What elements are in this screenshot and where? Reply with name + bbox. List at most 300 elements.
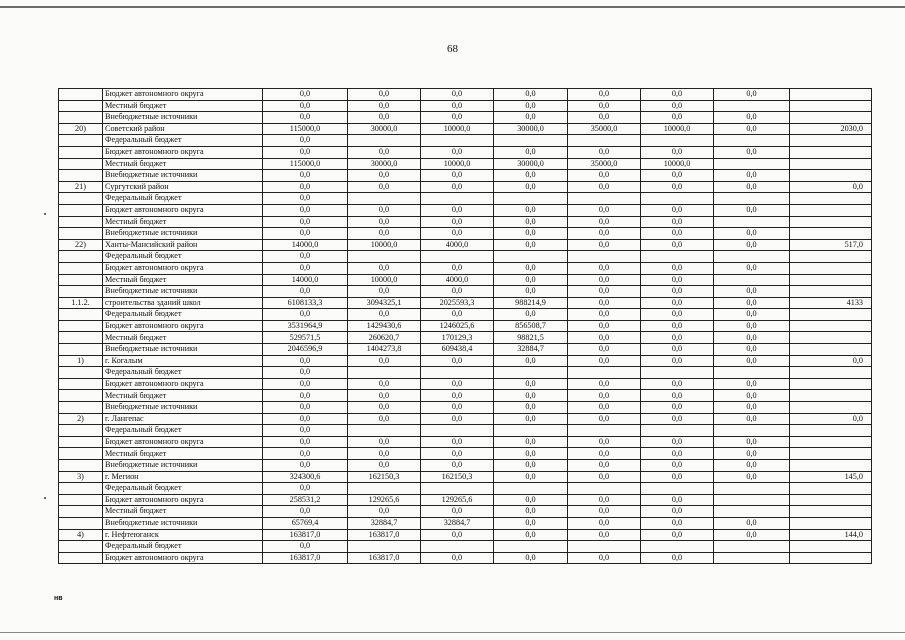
row-name-cell: Местный бюджет bbox=[103, 390, 263, 402]
value-cell-extra bbox=[790, 170, 872, 182]
value-cell: 0,0 bbox=[641, 204, 714, 216]
value-cell: 0,0 bbox=[263, 390, 348, 402]
value-cell bbox=[348, 367, 421, 379]
row-number-cell: 2) bbox=[59, 413, 103, 425]
value-cell: 0,0 bbox=[494, 146, 568, 158]
value-cell: 0,0 bbox=[421, 262, 494, 274]
value-cell bbox=[641, 193, 714, 205]
value-cell: 0,0 bbox=[421, 112, 494, 124]
value-cell: 0,0 bbox=[494, 89, 568, 101]
table-row bbox=[59, 494, 872, 506]
value-cell bbox=[494, 541, 568, 553]
table-row bbox=[59, 262, 872, 274]
value-cell: 6108133,3 bbox=[263, 297, 348, 309]
value-cell: 0,0 bbox=[568, 378, 641, 390]
value-cell: 0,0 bbox=[641, 402, 714, 414]
value-cell: 0,0 bbox=[263, 262, 348, 274]
table-row bbox=[59, 123, 872, 135]
row-number-cell: 20) bbox=[59, 123, 103, 135]
value-cell: 0,0 bbox=[641, 517, 714, 529]
value-cell bbox=[568, 541, 641, 553]
value-cell: 0,0 bbox=[263, 89, 348, 101]
value-cell: 0,0 bbox=[641, 460, 714, 472]
value-cell: 30000,0 bbox=[348, 158, 421, 170]
table-row bbox=[59, 274, 872, 286]
value-cell: 0,0 bbox=[494, 112, 568, 124]
value-cell: 10000,0 bbox=[641, 123, 714, 135]
value-cell-extra bbox=[790, 135, 872, 147]
table-row bbox=[59, 355, 872, 367]
value-cell: 0,0 bbox=[714, 112, 790, 124]
value-cell: 0,0 bbox=[348, 181, 421, 193]
value-cell-extra: 2030,0 bbox=[790, 123, 872, 135]
value-cell: 0,0 bbox=[568, 402, 641, 414]
value-cell-extra bbox=[790, 286, 872, 298]
value-cell-extra bbox=[790, 436, 872, 448]
value-cell: 0,0 bbox=[263, 378, 348, 390]
row-number-cell bbox=[59, 89, 103, 101]
value-cell: 32884,7 bbox=[348, 517, 421, 529]
row-name-cell: Федеральный бюджет bbox=[103, 193, 263, 205]
value-cell: 0,0 bbox=[494, 517, 568, 529]
value-cell: 0,0 bbox=[494, 471, 568, 483]
value-cell: 0,0 bbox=[263, 228, 348, 240]
value-cell: 0,0 bbox=[263, 204, 348, 216]
value-cell-extra bbox=[790, 517, 872, 529]
value-cell: 0,0 bbox=[348, 112, 421, 124]
value-cell: 0,0 bbox=[494, 286, 568, 298]
value-cell: 0,0 bbox=[714, 529, 790, 541]
value-cell: 0,0 bbox=[494, 239, 568, 251]
value-cell: 0,0 bbox=[494, 100, 568, 112]
value-cell: 0,0 bbox=[568, 436, 641, 448]
row-number-cell bbox=[59, 320, 103, 332]
value-cell bbox=[494, 425, 568, 437]
value-cell-extra bbox=[790, 100, 872, 112]
value-cell: 0,0 bbox=[568, 448, 641, 460]
value-cell: 10000,0 bbox=[348, 239, 421, 251]
value-cell: 0,0 bbox=[263, 309, 348, 321]
value-cell: 0,0 bbox=[421, 460, 494, 472]
value-cell bbox=[714, 135, 790, 147]
value-cell: 0,0 bbox=[641, 112, 714, 124]
value-cell-extra: 517,0 bbox=[790, 239, 872, 251]
row-number-cell: 22) bbox=[59, 239, 103, 251]
row-name-cell: Бюджет автономного округа bbox=[103, 320, 263, 332]
value-cell: 0,0 bbox=[714, 344, 790, 356]
value-cell bbox=[714, 274, 790, 286]
value-cell: 0,0 bbox=[263, 135, 348, 147]
value-cell-extra: 144,0 bbox=[790, 529, 872, 541]
row-number-cell bbox=[59, 251, 103, 263]
value-cell: 0,0 bbox=[641, 355, 714, 367]
value-cell: 129265,6 bbox=[348, 494, 421, 506]
value-cell: 0,0 bbox=[263, 483, 348, 495]
row-name-cell: Бюджет автономного округа bbox=[103, 552, 263, 564]
value-cell-extra bbox=[790, 332, 872, 344]
value-cell: 0,0 bbox=[348, 170, 421, 182]
row-number-cell bbox=[59, 460, 103, 472]
value-cell: 0,0 bbox=[641, 181, 714, 193]
value-cell: 0,0 bbox=[568, 517, 641, 529]
value-cell: 0,0 bbox=[494, 262, 568, 274]
value-cell: 856508,7 bbox=[494, 320, 568, 332]
table-row bbox=[59, 228, 872, 240]
value-cell-extra bbox=[790, 448, 872, 460]
margin-dot bbox=[44, 497, 46, 499]
value-cell bbox=[641, 367, 714, 379]
value-cell bbox=[714, 425, 790, 437]
value-cell-extra bbox=[790, 158, 872, 170]
value-cell: 0,0 bbox=[641, 100, 714, 112]
table-row bbox=[59, 448, 872, 460]
value-cell: 0,0 bbox=[494, 170, 568, 182]
value-cell-extra bbox=[790, 552, 872, 564]
row-name-cell: Бюджет автономного округа bbox=[103, 262, 263, 274]
row-number-cell bbox=[59, 274, 103, 286]
value-cell: 0,0 bbox=[568, 506, 641, 518]
row-number-cell bbox=[59, 378, 103, 390]
value-cell: 0,0 bbox=[568, 181, 641, 193]
value-cell: 0,0 bbox=[641, 390, 714, 402]
value-cell: 0,0 bbox=[568, 413, 641, 425]
value-cell: 0,0 bbox=[348, 309, 421, 321]
row-name-cell: Местный бюджет bbox=[103, 332, 263, 344]
value-cell: 1246025,6 bbox=[421, 320, 494, 332]
table-row bbox=[59, 344, 872, 356]
row-name-cell: Внебюджетные источники bbox=[103, 517, 263, 529]
table-row bbox=[59, 100, 872, 112]
value-cell: 0,0 bbox=[641, 344, 714, 356]
value-cell: 0,0 bbox=[568, 204, 641, 216]
value-cell: 0,0 bbox=[421, 100, 494, 112]
value-cell: 0,0 bbox=[348, 355, 421, 367]
value-cell: 0,0 bbox=[421, 436, 494, 448]
table-row bbox=[59, 239, 872, 251]
value-cell bbox=[421, 193, 494, 205]
value-cell: 0,0 bbox=[494, 436, 568, 448]
row-name-cell: Советский район bbox=[103, 123, 263, 135]
value-cell: 0,0 bbox=[641, 228, 714, 240]
value-cell: 0,0 bbox=[494, 413, 568, 425]
value-cell: 0,0 bbox=[263, 506, 348, 518]
value-cell bbox=[494, 483, 568, 495]
value-cell: 129265,6 bbox=[421, 494, 494, 506]
row-name-cell: Внебюджетные источники bbox=[103, 460, 263, 472]
value-cell-extra: 4133 bbox=[790, 297, 872, 309]
value-cell: 0,0 bbox=[348, 460, 421, 472]
value-cell: 324300,6 bbox=[263, 471, 348, 483]
value-cell bbox=[348, 425, 421, 437]
value-cell: 0,0 bbox=[348, 413, 421, 425]
value-cell-extra bbox=[790, 494, 872, 506]
value-cell: 0,0 bbox=[714, 378, 790, 390]
table-row bbox=[59, 193, 872, 205]
value-cell bbox=[641, 541, 714, 553]
value-cell: 0,0 bbox=[421, 529, 494, 541]
value-cell bbox=[714, 552, 790, 564]
value-cell-extra bbox=[790, 251, 872, 263]
value-cell: 10000,0 bbox=[421, 123, 494, 135]
value-cell bbox=[348, 251, 421, 263]
value-cell: 0,0 bbox=[641, 320, 714, 332]
value-cell: 0,0 bbox=[641, 436, 714, 448]
row-name-cell: Федеральный бюджет bbox=[103, 541, 263, 553]
value-cell-extra bbox=[790, 204, 872, 216]
row-number-cell bbox=[59, 100, 103, 112]
row-name-cell: Бюджет автономного округа bbox=[103, 146, 263, 158]
table-row bbox=[59, 309, 872, 321]
row-number-cell bbox=[59, 158, 103, 170]
value-cell: 609438,4 bbox=[421, 344, 494, 356]
value-cell bbox=[421, 425, 494, 437]
value-cell: 0,0 bbox=[348, 436, 421, 448]
value-cell-extra bbox=[790, 425, 872, 437]
value-cell: 0,0 bbox=[348, 228, 421, 240]
bottom-scan-edge bbox=[0, 632, 905, 633]
value-cell: 0,0 bbox=[494, 378, 568, 390]
value-cell: 0,0 bbox=[641, 216, 714, 228]
value-cell: 0,0 bbox=[263, 460, 348, 472]
value-cell-extra bbox=[790, 89, 872, 101]
value-cell: 0,0 bbox=[494, 529, 568, 541]
table-row bbox=[59, 367, 872, 379]
value-cell-extra: 0,0 bbox=[790, 413, 872, 425]
value-cell: 0,0 bbox=[568, 471, 641, 483]
value-cell: 0,0 bbox=[568, 216, 641, 228]
value-cell: 0,0 bbox=[714, 170, 790, 182]
value-cell: 0,0 bbox=[641, 471, 714, 483]
value-cell: 0,0 bbox=[714, 390, 790, 402]
table-row bbox=[59, 332, 872, 344]
value-cell: 0,0 bbox=[421, 181, 494, 193]
value-cell: 0,0 bbox=[714, 228, 790, 240]
value-cell: 0,0 bbox=[421, 552, 494, 564]
row-name-cell: Местный бюджет bbox=[103, 274, 263, 286]
value-cell: 0,0 bbox=[714, 181, 790, 193]
margin-dot bbox=[44, 213, 46, 215]
value-cell: 0,0 bbox=[263, 251, 348, 263]
value-cell bbox=[348, 483, 421, 495]
row-number-cell bbox=[59, 517, 103, 529]
value-cell: 0,0 bbox=[714, 436, 790, 448]
value-cell: 0,0 bbox=[263, 112, 348, 124]
value-cell: 0,0 bbox=[348, 89, 421, 101]
row-number-cell bbox=[59, 402, 103, 414]
value-cell bbox=[714, 158, 790, 170]
value-cell: 0,0 bbox=[641, 309, 714, 321]
value-cell: 0,0 bbox=[263, 367, 348, 379]
value-cell: 0,0 bbox=[714, 286, 790, 298]
value-cell: 0,0 bbox=[494, 390, 568, 402]
row-number-cell bbox=[59, 506, 103, 518]
value-cell-extra bbox=[790, 262, 872, 274]
value-cell: 0,0 bbox=[494, 216, 568, 228]
value-cell: 0,0 bbox=[263, 541, 348, 553]
value-cell: 2046596,9 bbox=[263, 344, 348, 356]
value-cell: 163817,0 bbox=[348, 529, 421, 541]
value-cell-extra: 0,0 bbox=[790, 355, 872, 367]
value-cell: 10000,0 bbox=[641, 158, 714, 170]
value-cell: 0,0 bbox=[568, 332, 641, 344]
value-cell: 0,0 bbox=[714, 460, 790, 472]
value-cell bbox=[348, 541, 421, 553]
row-name-cell: Местный бюджет bbox=[103, 158, 263, 170]
value-cell-extra bbox=[790, 112, 872, 124]
table-row bbox=[59, 529, 872, 541]
row-number-cell bbox=[59, 332, 103, 344]
row-name-cell: Внебюджетные источники bbox=[103, 286, 263, 298]
value-cell: 0,0 bbox=[263, 193, 348, 205]
value-cell: 0,0 bbox=[641, 274, 714, 286]
value-cell: 0,0 bbox=[494, 204, 568, 216]
value-cell: 4000,0 bbox=[421, 274, 494, 286]
value-cell: 0,0 bbox=[348, 448, 421, 460]
value-cell: 0,0 bbox=[348, 378, 421, 390]
value-cell: 0,0 bbox=[568, 552, 641, 564]
table-row bbox=[59, 204, 872, 216]
value-cell: 0,0 bbox=[494, 402, 568, 414]
table-row bbox=[59, 286, 872, 298]
row-number-cell bbox=[59, 494, 103, 506]
value-cell-extra bbox=[790, 309, 872, 321]
row-number-cell bbox=[59, 309, 103, 321]
row-name-cell: Бюджет автономного округа bbox=[103, 378, 263, 390]
value-cell: 988214,9 bbox=[494, 297, 568, 309]
value-cell: 529571,5 bbox=[263, 332, 348, 344]
row-number-cell: 1) bbox=[59, 355, 103, 367]
value-cell: 0,0 bbox=[421, 146, 494, 158]
value-cell: 0,0 bbox=[421, 89, 494, 101]
value-cell: 30000,0 bbox=[348, 123, 421, 135]
value-cell bbox=[494, 367, 568, 379]
row-number-cell bbox=[59, 204, 103, 216]
row-name-cell: Федеральный бюджет bbox=[103, 367, 263, 379]
value-cell: 0,0 bbox=[348, 402, 421, 414]
row-number-cell: 1.1.2. bbox=[59, 297, 103, 309]
row-number-cell bbox=[59, 425, 103, 437]
table-row bbox=[59, 320, 872, 332]
value-cell bbox=[714, 541, 790, 553]
value-cell: 0,0 bbox=[568, 344, 641, 356]
value-cell: 0,0 bbox=[641, 448, 714, 460]
value-cell: 0,0 bbox=[421, 390, 494, 402]
value-cell: 0,0 bbox=[714, 413, 790, 425]
value-cell: 0,0 bbox=[568, 355, 641, 367]
value-cell: 0,0 bbox=[641, 552, 714, 564]
value-cell: 3094325,1 bbox=[348, 297, 421, 309]
value-cell: 0,0 bbox=[568, 320, 641, 332]
value-cell bbox=[641, 135, 714, 147]
value-cell: 0,0 bbox=[641, 506, 714, 518]
value-cell: 1404273,8 bbox=[348, 344, 421, 356]
value-cell bbox=[714, 483, 790, 495]
table-row bbox=[59, 378, 872, 390]
row-name-cell: Бюджет автономного округа bbox=[103, 89, 263, 101]
value-cell-extra: 145,0 bbox=[790, 471, 872, 483]
table-row bbox=[59, 413, 872, 425]
row-name-cell: г. Лангепас bbox=[103, 413, 263, 425]
value-cell-extra bbox=[790, 402, 872, 414]
value-cell-extra bbox=[790, 483, 872, 495]
table-row bbox=[59, 541, 872, 553]
table-row bbox=[59, 517, 872, 529]
value-cell bbox=[568, 135, 641, 147]
row-name-cell: г. Нефтеюганск bbox=[103, 529, 263, 541]
value-cell: 0,0 bbox=[421, 216, 494, 228]
value-cell: 0,0 bbox=[263, 100, 348, 112]
value-cell: 4000,0 bbox=[421, 239, 494, 251]
value-cell: 0,0 bbox=[714, 262, 790, 274]
value-cell: 14000,0 bbox=[263, 239, 348, 251]
row-number-cell bbox=[59, 436, 103, 448]
table-row bbox=[59, 471, 872, 483]
value-cell: 35000,0 bbox=[568, 158, 641, 170]
value-cell bbox=[494, 135, 568, 147]
value-cell bbox=[714, 100, 790, 112]
value-cell: 0,0 bbox=[641, 170, 714, 182]
value-cell: 0,0 bbox=[568, 100, 641, 112]
row-name-cell: Федеральный бюджет bbox=[103, 251, 263, 263]
value-cell: 0,0 bbox=[714, 297, 790, 309]
value-cell: 0,0 bbox=[641, 529, 714, 541]
value-cell: 0,0 bbox=[421, 448, 494, 460]
value-cell: 0,0 bbox=[494, 309, 568, 321]
value-cell: 0,0 bbox=[348, 390, 421, 402]
value-cell: 0,0 bbox=[714, 309, 790, 321]
row-name-cell: Сургутский район bbox=[103, 181, 263, 193]
value-cell: 30000,0 bbox=[494, 158, 568, 170]
value-cell: 0,0 bbox=[568, 309, 641, 321]
table-row bbox=[59, 425, 872, 437]
table-row bbox=[59, 402, 872, 414]
row-number-cell bbox=[59, 193, 103, 205]
budget-table-body bbox=[59, 89, 872, 564]
table-row bbox=[59, 297, 872, 309]
value-cell: 0,0 bbox=[421, 378, 494, 390]
value-cell: 0,0 bbox=[348, 286, 421, 298]
table-row bbox=[59, 436, 872, 448]
row-name-cell: Ханты-Мансийский район bbox=[103, 239, 263, 251]
row-number-cell bbox=[59, 390, 103, 402]
value-cell: 170129,3 bbox=[421, 332, 494, 344]
row-number-cell bbox=[59, 286, 103, 298]
value-cell: 0,0 bbox=[568, 274, 641, 286]
row-number-cell bbox=[59, 146, 103, 158]
table-row bbox=[59, 135, 872, 147]
row-name-cell: Местный бюджет bbox=[103, 216, 263, 228]
value-cell bbox=[641, 483, 714, 495]
value-cell: 0,0 bbox=[714, 89, 790, 101]
value-cell: 0,0 bbox=[263, 355, 348, 367]
row-number-cell bbox=[59, 344, 103, 356]
table-row bbox=[59, 483, 872, 495]
row-number-cell bbox=[59, 228, 103, 240]
row-name-cell: Бюджет автономного округа bbox=[103, 436, 263, 448]
value-cell: 0,0 bbox=[568, 286, 641, 298]
value-cell-extra bbox=[790, 146, 872, 158]
table-row bbox=[59, 460, 872, 472]
row-number-cell bbox=[59, 552, 103, 564]
value-cell: 0,0 bbox=[568, 228, 641, 240]
value-cell bbox=[568, 193, 641, 205]
value-cell: 65769,4 bbox=[263, 517, 348, 529]
row-number-cell bbox=[59, 170, 103, 182]
value-cell: 115000,0 bbox=[263, 158, 348, 170]
row-name-cell: Внебюджетные источники bbox=[103, 402, 263, 414]
value-cell: 0,0 bbox=[263, 425, 348, 437]
value-cell: 0,0 bbox=[494, 460, 568, 472]
